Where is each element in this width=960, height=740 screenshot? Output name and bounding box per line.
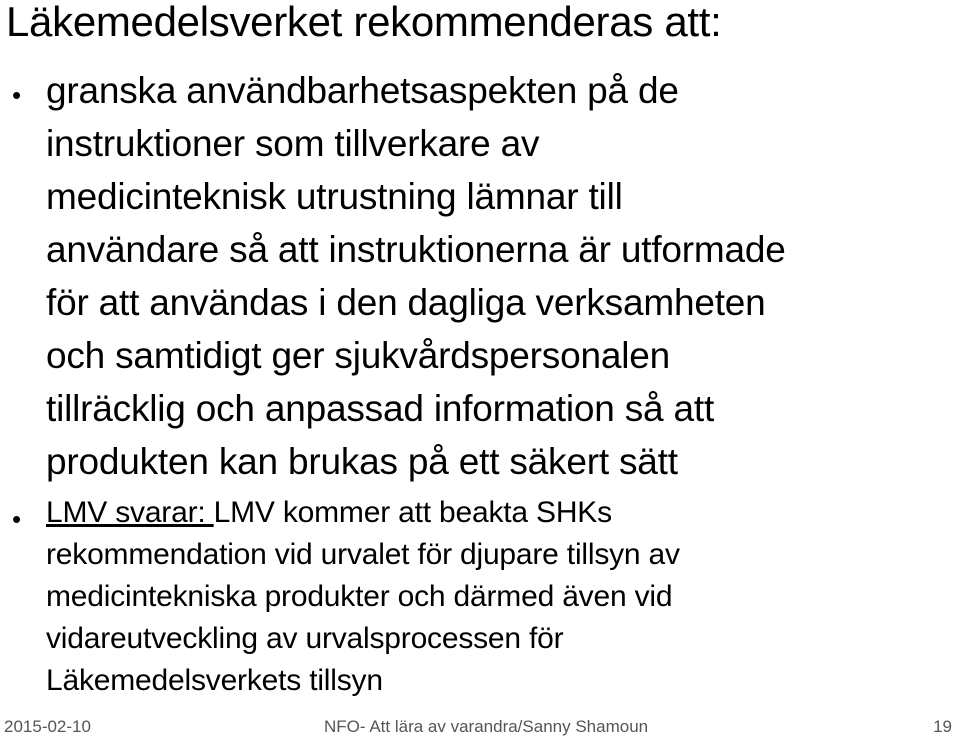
bullet-text-1 [46,64,786,488]
bullet-line-rest: LMV kommer att beakta SHKs [213,496,612,529]
bullet-text-2 [46,492,680,702]
footer-date: 2015-02-10 [4,717,91,736]
bullet-dot-icon: • [12,80,22,110]
bullet-line: medicintekniska produkter och därmed även vid [46,580,673,613]
bullet-line: tillräcklig och anpassad information så att [46,388,715,429]
footer-presentation-info: NFO- Att lära av varandra/Sanny Shamoun [324,717,649,736]
bullet-line: granska användbarhetsaspekten på de [46,70,679,111]
bullet-line: Läkemedelsverkets tillsyn [46,664,383,697]
bullet-line: användare så att instruktionerna är utformade [46,229,786,270]
bullet-line: och samtidigt ger sjukvårdspersonalen [46,335,670,376]
bullet-line: medicinteknisk utrustning lämnar till [46,176,623,217]
lmv-response-label: LMV svarar: [46,496,214,529]
bullet-line [46,492,680,534]
bullet-dot-icon: • [12,504,22,534]
footer-page-number: 19 [933,717,952,736]
bullet-line: för att användas i den dagliga verksamheten [46,282,766,323]
bullet-line: vidareutveckling av urvalsprocessen för [46,622,564,655]
bullet-line: rekommendation vid urvalet för djupare tillsyn av [46,538,680,571]
bullet-line: produkten kan brukas på ett säkert sätt [46,441,678,482]
bullet-line: instruktioner som tillverkare av [46,123,540,164]
slide-title: Läkemedelsverket rekommenderas att: [6,0,722,45]
